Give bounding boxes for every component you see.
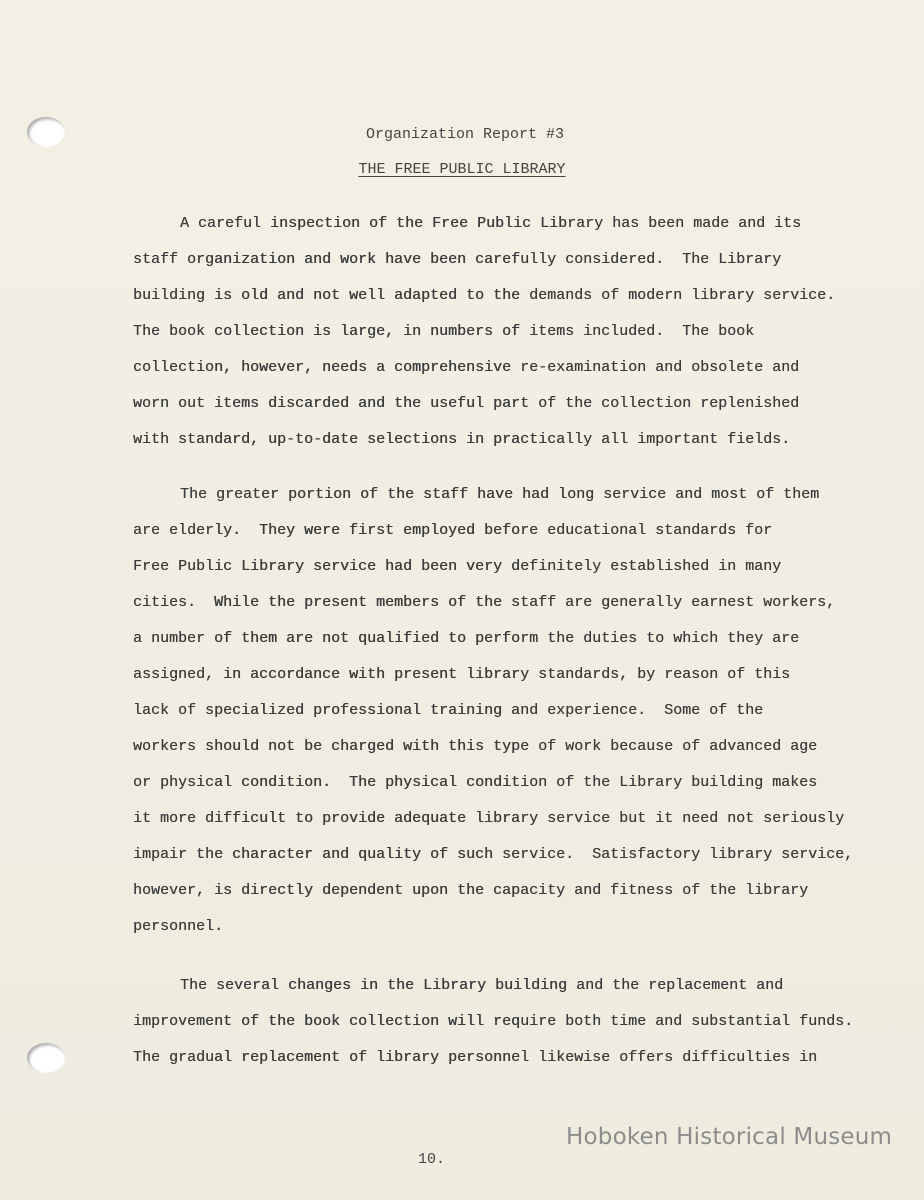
text-line: it more difficult to provide adequate library service but it need not seriously	[133, 810, 845, 827]
text-line: The greater portion of the staff have had long service and most of them	[180, 486, 820, 503]
text-line: A careful inspection of the Free Public Library has been made and its	[180, 215, 802, 232]
text-line: cities. While the present members of the staff are generally earnest workers,	[133, 594, 836, 611]
text-line: with standard, up-to-date selections in practically all important fields.	[133, 431, 791, 448]
text-line: Free Public Library service had been very definitely established in many	[133, 558, 782, 575]
text-line: lack of specialized professional training and experience. Some of the	[133, 702, 764, 719]
section-title: THE FREE PUBLIC LIBRARY	[358, 161, 566, 178]
report-title: Organization Report #3	[365, 126, 565, 143]
text-line: or physical condition. The physical condition of the Library building makes	[133, 774, 818, 791]
museum-watermark: Hoboken Historical Museum	[566, 1124, 893, 1150]
text-line: workers should not be charged with this type of work because of advanced age	[133, 738, 818, 755]
text-line: staff organization and work have been carefully considered. The Library	[133, 251, 782, 268]
text-line: The gradual replacement of library personnel likewise offers difficulties in	[133, 1049, 818, 1066]
paragraph	[133, 206, 873, 458]
text-line: however, is directly dependent upon the capacity and fitness of the library	[133, 882, 809, 899]
paragraph	[133, 968, 873, 1076]
punch-hole-bottom	[27, 1043, 65, 1073]
text-line: impair the character and quality of such service. Satisfactory library service,	[133, 846, 854, 863]
text-line: worn out items discarded and the useful part of the collection replenished	[133, 395, 800, 412]
text-line: improvement of the book collection will require both time and substantial funds.	[133, 1013, 854, 1030]
text-line: assigned, in accordance with present library standards, by reason of this	[133, 666, 791, 683]
text-line: collection, however, needs a comprehensive re-examination and obsolete and	[133, 359, 800, 376]
text-line: The book collection is large, in numbers of items included. The book	[133, 323, 755, 340]
text-line: The several changes in the Library building and the replacement and	[180, 977, 784, 994]
paragraph	[133, 477, 873, 945]
page-number: 10.	[418, 1151, 446, 1168]
text-line: personnel.	[133, 918, 224, 935]
text-line: a number of them are not qualified to perform the duties to which they are	[133, 630, 800, 647]
text-line: building is old and not well adapted to the demands of modern library service.	[133, 287, 836, 304]
text-line: are elderly. They were first employed before educational standards for	[133, 522, 773, 539]
